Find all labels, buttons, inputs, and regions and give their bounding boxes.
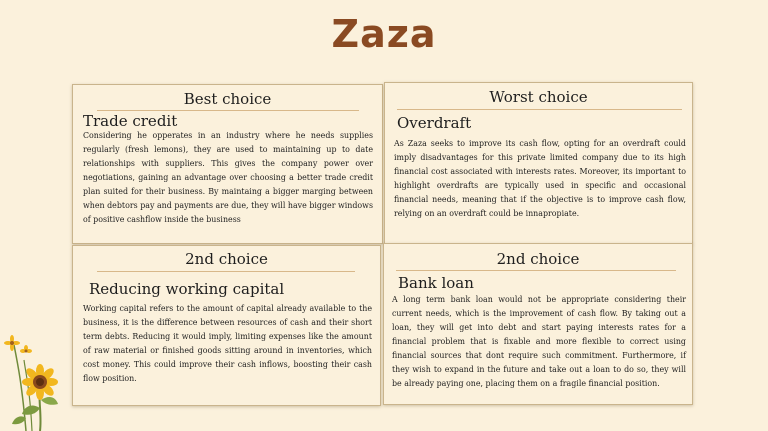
- card-body-text: Working capital refers to the amount of capital already available to the business, it is the difference between resources of cash and their short term debts. Reducing it would imply, limiting expenses like the amount of raw material or finished goods sitting around in inventories, which cost money. This could improve their cash inflows, boosting their cash flow position.: [83, 304, 372, 383]
- card-body-text: As Zaza seeks to improve its cash flow, opting for an overdraft could imply disadvantages for this private limited company due to its high financial cost associated with interests rates. Moreover, its important to highlight overdrafts are typically used in specific and occasional financial needs, meaning that if the objective is to improve cash flow, relying on an overdraft could be innapropiate.: [394, 139, 686, 218]
- card-second-choice-working-capital: [72, 245, 381, 406]
- card-body-text: A long term bank loan would not be appropriate considering their current needs, which is the improvement of cash flow. By taking out a loan, they will get into debt and start paying interests rates for a financial problem that is fixable and more flexible to correct using financial sources that dont require such commitment. Furthermore, if they wish to expand in the future and take out a loan to do so, they will be already paying one, placing them on a fragile financial position.: [392, 295, 686, 388]
- card-subtitle: Reducing working capital: [89, 280, 285, 298]
- card-best-choice: [72, 84, 383, 244]
- page-title: Zaza: [331, 12, 437, 56]
- card-heading: 2nd choice: [496, 250, 580, 268]
- heading-divider: [97, 271, 355, 272]
- sunflower-decoration-icon: [0, 330, 70, 431]
- heading-divider: [97, 110, 359, 111]
- heading-divider: [397, 109, 682, 110]
- heading-divider: [396, 270, 676, 271]
- card-subtitle: Bank loan: [398, 274, 474, 292]
- card-heading: 2nd choice: [185, 250, 268, 268]
- card-subtitle: Overdraft: [397, 114, 472, 132]
- card-worst-choice: [384, 82, 693, 244]
- card-heading: Best choice: [183, 90, 272, 108]
- card-body-text: Considering he opperates in an industry where he needs supplies regularly (fresh lemons), they are used to maintaining up to date relationships with suppliers. This gives the company power over negotiations, gaining an advantage over choosing a better trade credit plan suited for their business. By maintaing a bigger marging between when debtors pay and payments are due, they will have bigger windows of positive cashflow inside the business: [83, 131, 373, 224]
- card-subtitle: Trade credit: [83, 112, 178, 130]
- card-second-choice-bank-loan: [383, 243, 693, 405]
- card-heading: Worst choice: [489, 88, 588, 106]
